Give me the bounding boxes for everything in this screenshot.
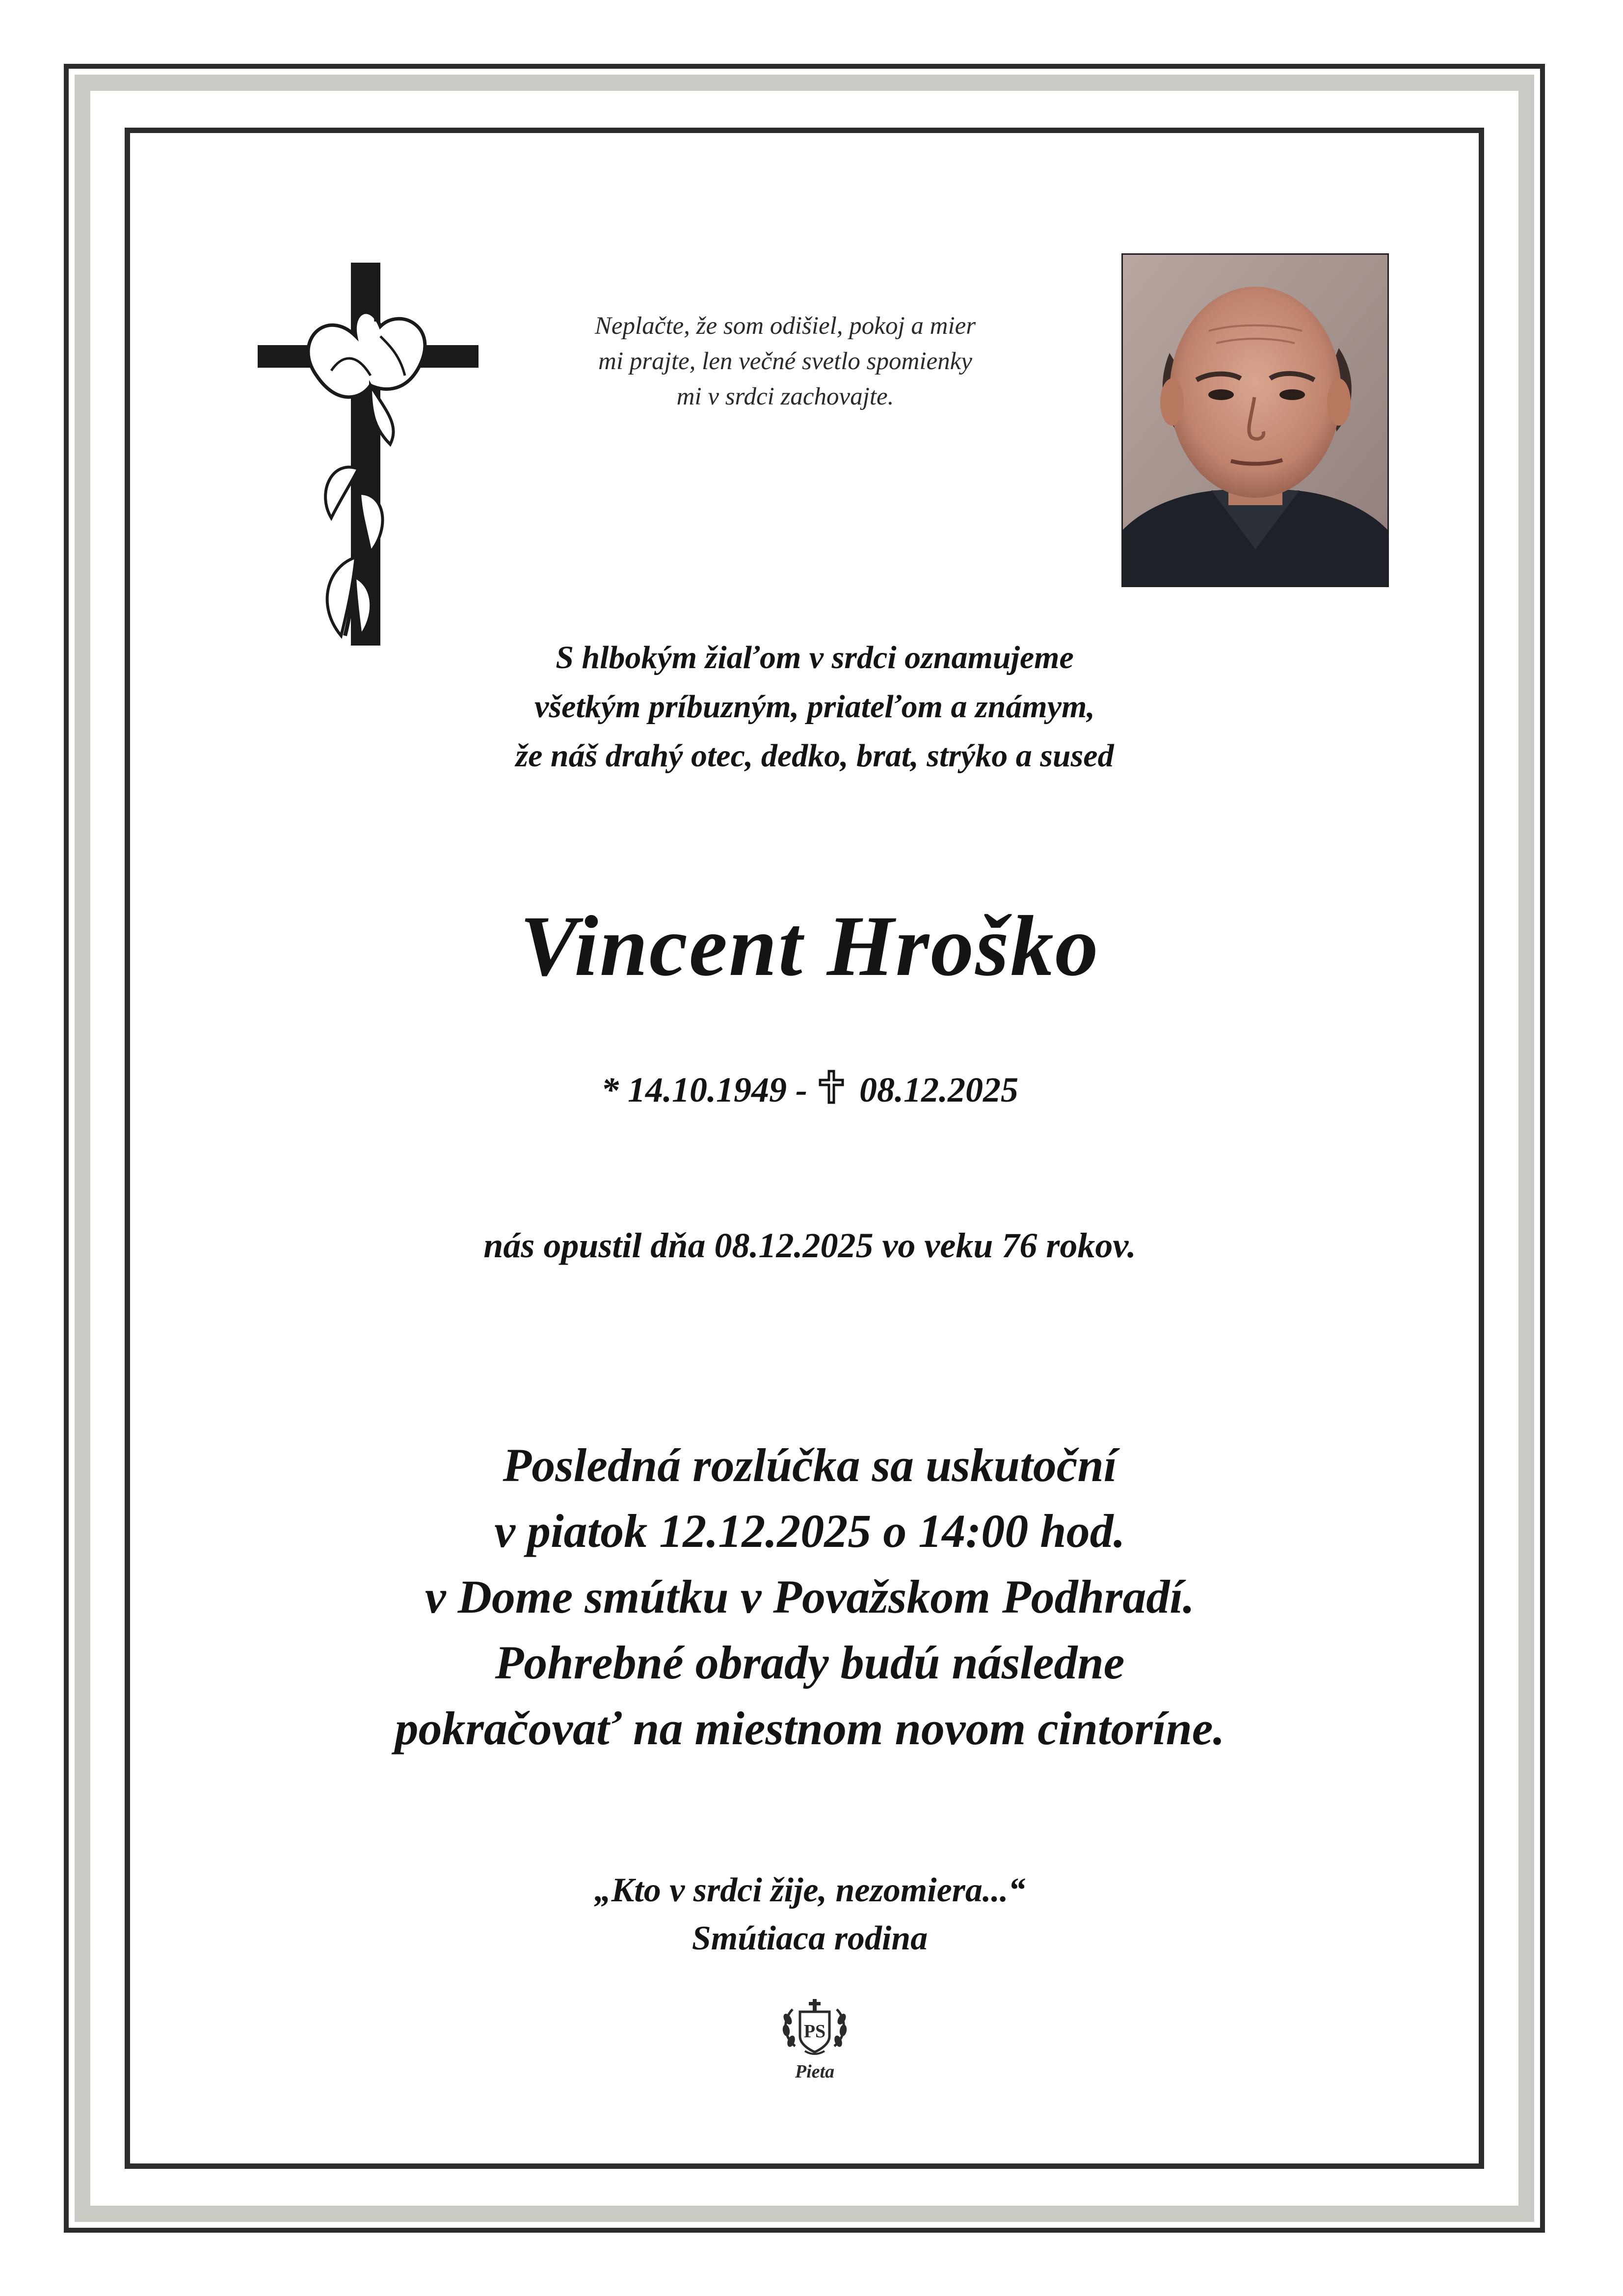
funeral-line: Posledná rozlúčka sa uskutoční bbox=[503, 1439, 1117, 1491]
verse-poem bbox=[491, 308, 1080, 414]
verse-line: Neplačte, že som odišiel, pokoj a mier bbox=[594, 312, 976, 340]
small-cross-icon bbox=[817, 1069, 846, 1105]
closing-block bbox=[417, 1866, 1202, 1963]
family-signature: Smútiaca rodina bbox=[692, 1919, 928, 1957]
announcement-line: že náš drahý otec, dedko, brat, strýko a sused bbox=[515, 738, 1114, 774]
portrait-photo bbox=[1121, 253, 1389, 587]
funeral-line: pokračovať na miestnom novom cintoríne. bbox=[395, 1702, 1225, 1755]
life-dates bbox=[442, 1065, 1178, 1114]
cross-with-lily-icon bbox=[258, 263, 479, 646]
announcement-line: všetkým príbuzným, priateľom a známym, bbox=[534, 689, 1095, 725]
funeral-line: v Dome smútku v Považskom Podhradí. bbox=[425, 1570, 1195, 1623]
portrait-image bbox=[1123, 255, 1387, 586]
announcement-line: S hlbokým žiaľom v srdci oznamujeme bbox=[556, 640, 1074, 675]
verse-line: mi v srdci zachovajte. bbox=[676, 383, 894, 410]
logo-text: Pieta bbox=[795, 2061, 835, 2082]
closing-quote: „Kto v srdci žije, nezomiera...“ bbox=[594, 1871, 1026, 1909]
announcement-text bbox=[275, 633, 1355, 781]
death-note: nás opustil dňa 08.12.2025 vo veku 76 rokov. bbox=[483, 1226, 1136, 1265]
verse-line: mi prajte, len večné svetlo spomienky bbox=[598, 348, 972, 375]
funeral-info bbox=[221, 1432, 1399, 1761]
funeral-line: v piatok 12.12.2025 o 14:00 hod. bbox=[494, 1505, 1125, 1557]
wreath-logo-icon bbox=[775, 1997, 854, 2061]
birth-date: * 14.10.1949 - bbox=[601, 1070, 807, 1109]
deceased-name: Vincent Hroško bbox=[520, 898, 1100, 994]
logo-monogram: PS bbox=[803, 2021, 826, 2042]
death-date: 08.12.2025 bbox=[859, 1070, 1018, 1109]
funeral-line: Pohrebné obrady budú následne bbox=[495, 1636, 1125, 1689]
